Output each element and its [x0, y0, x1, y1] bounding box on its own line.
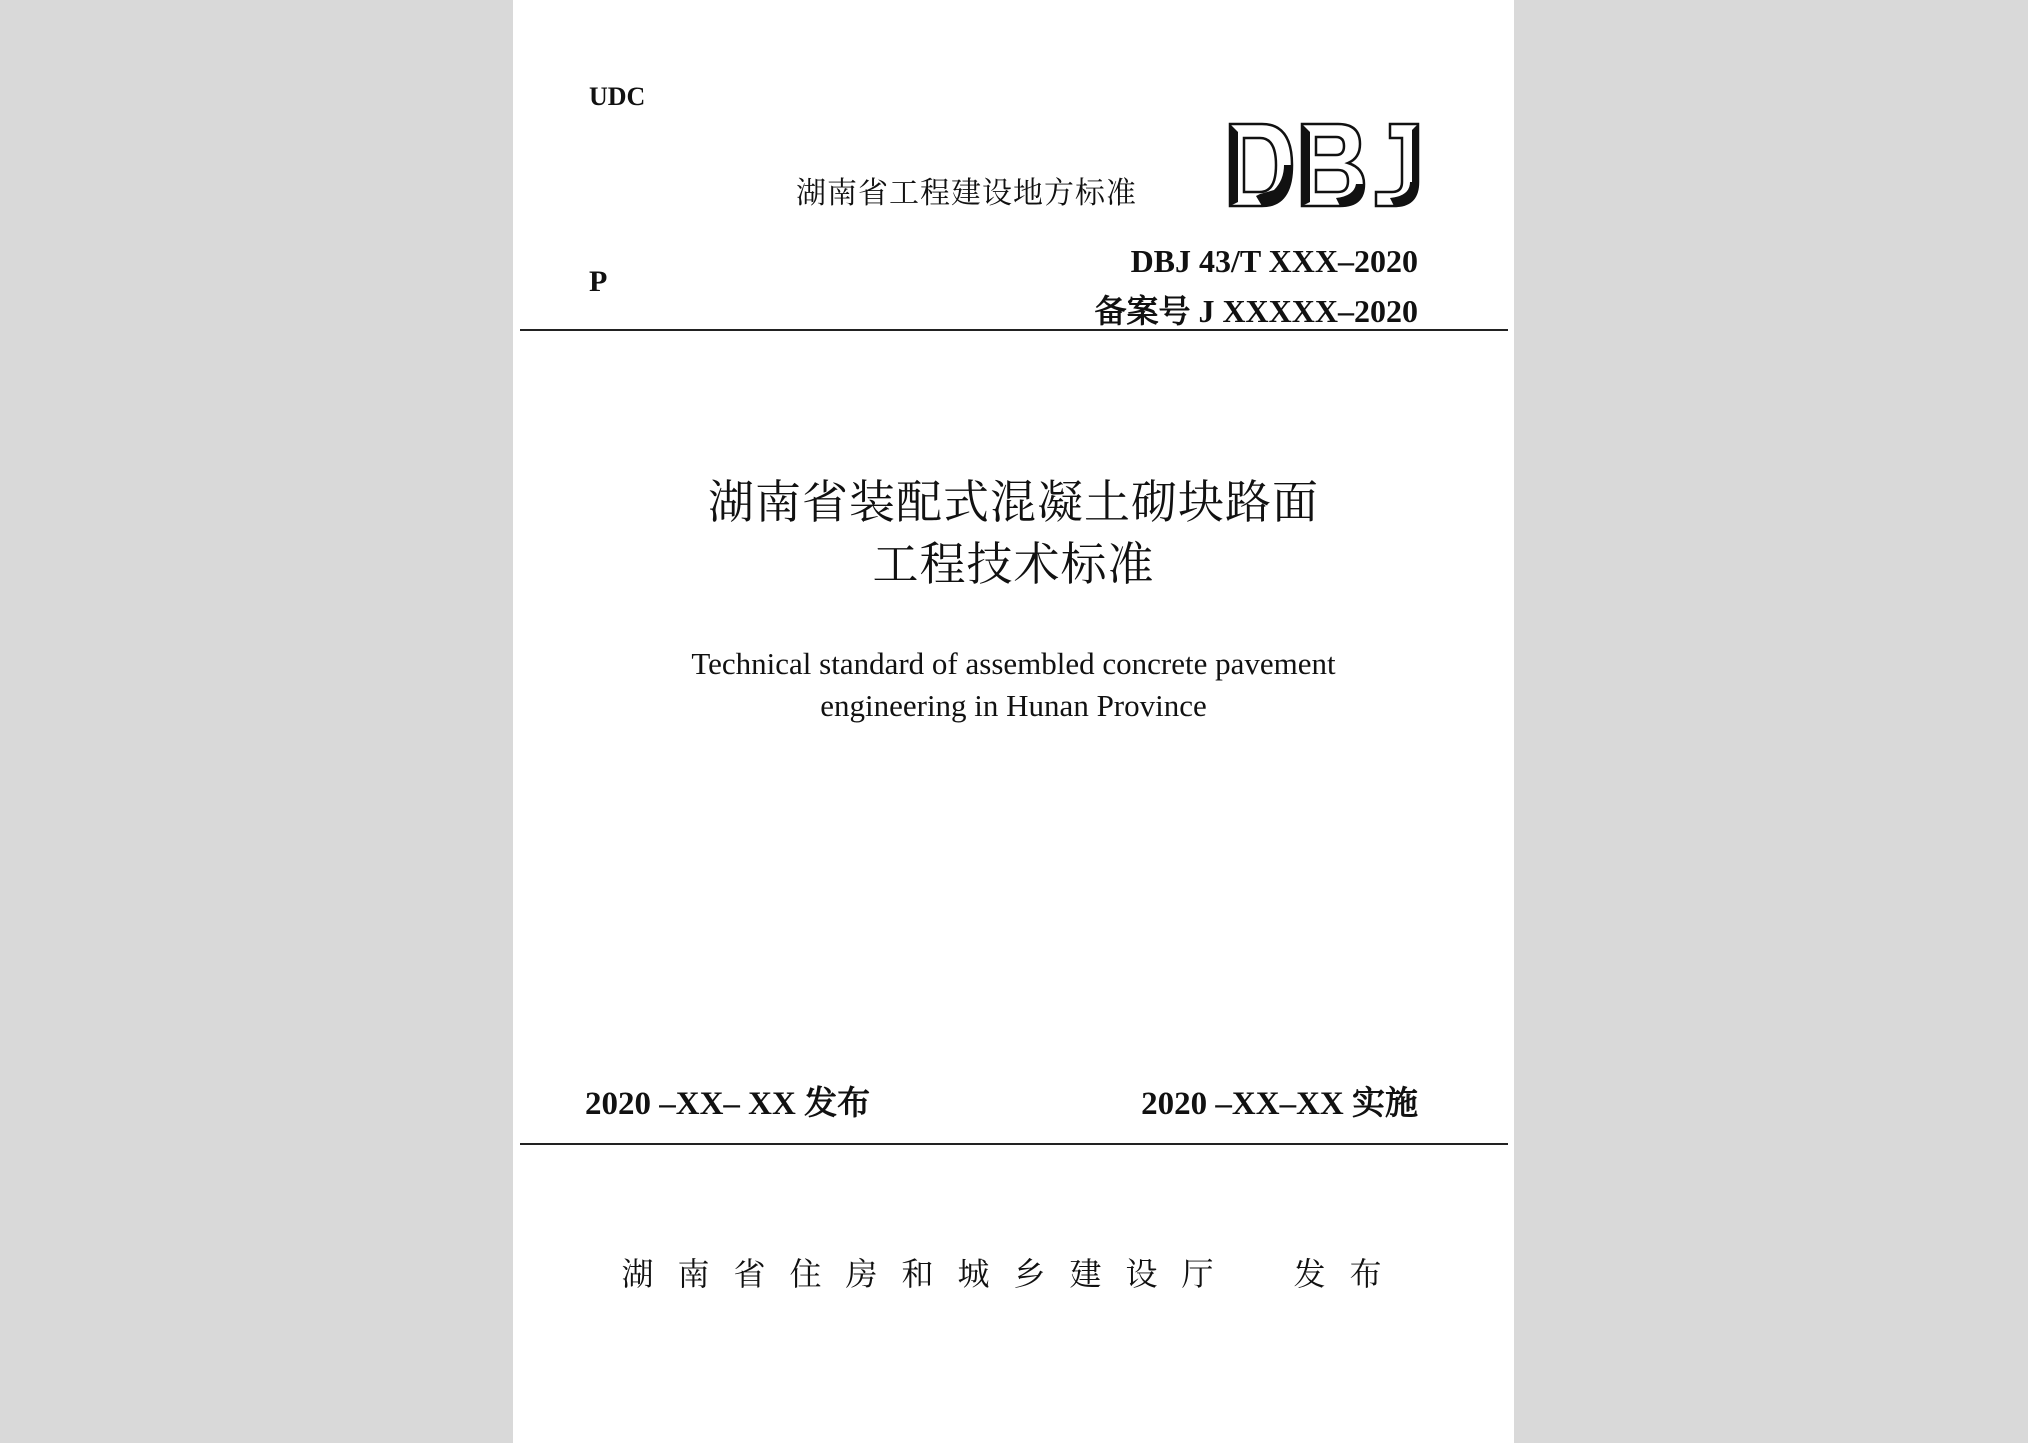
udc-label: UDC	[589, 82, 646, 111]
title-cn-line2: 工程技术标准	[872, 537, 1155, 591]
dbj-logo	[1226, 120, 1424, 210]
issue-date: 2020 –XX– XX 发布	[585, 1086, 871, 1122]
svg-text:DBJ: DBJ	[1226, 120, 1228, 121]
record-number: 备案号 J XXXXX–2020	[1094, 293, 1418, 329]
local-standard-label: 湖南省工程建设地方标准	[796, 176, 1137, 211]
implementation-date: 2020 –XX–XX 实施	[1141, 1086, 1418, 1122]
title-en-line1: Technical standard of assembled concrete pavement	[691, 646, 1336, 681]
classification-code: P	[589, 265, 608, 298]
bottom-divider	[520, 1143, 1508, 1145]
top-divider	[520, 329, 1508, 331]
document-cover-page	[513, 0, 1514, 1443]
standard-number: DBJ 43/T XXX–2020	[1130, 243, 1418, 279]
publisher: 湖南省住房和城乡建设厅 发布	[621, 1255, 1406, 1293]
title-en-line2: engineering in Hunan Province	[820, 688, 1207, 723]
title-cn-line1: 湖南省装配式混凝土砌块路面	[708, 475, 1319, 529]
